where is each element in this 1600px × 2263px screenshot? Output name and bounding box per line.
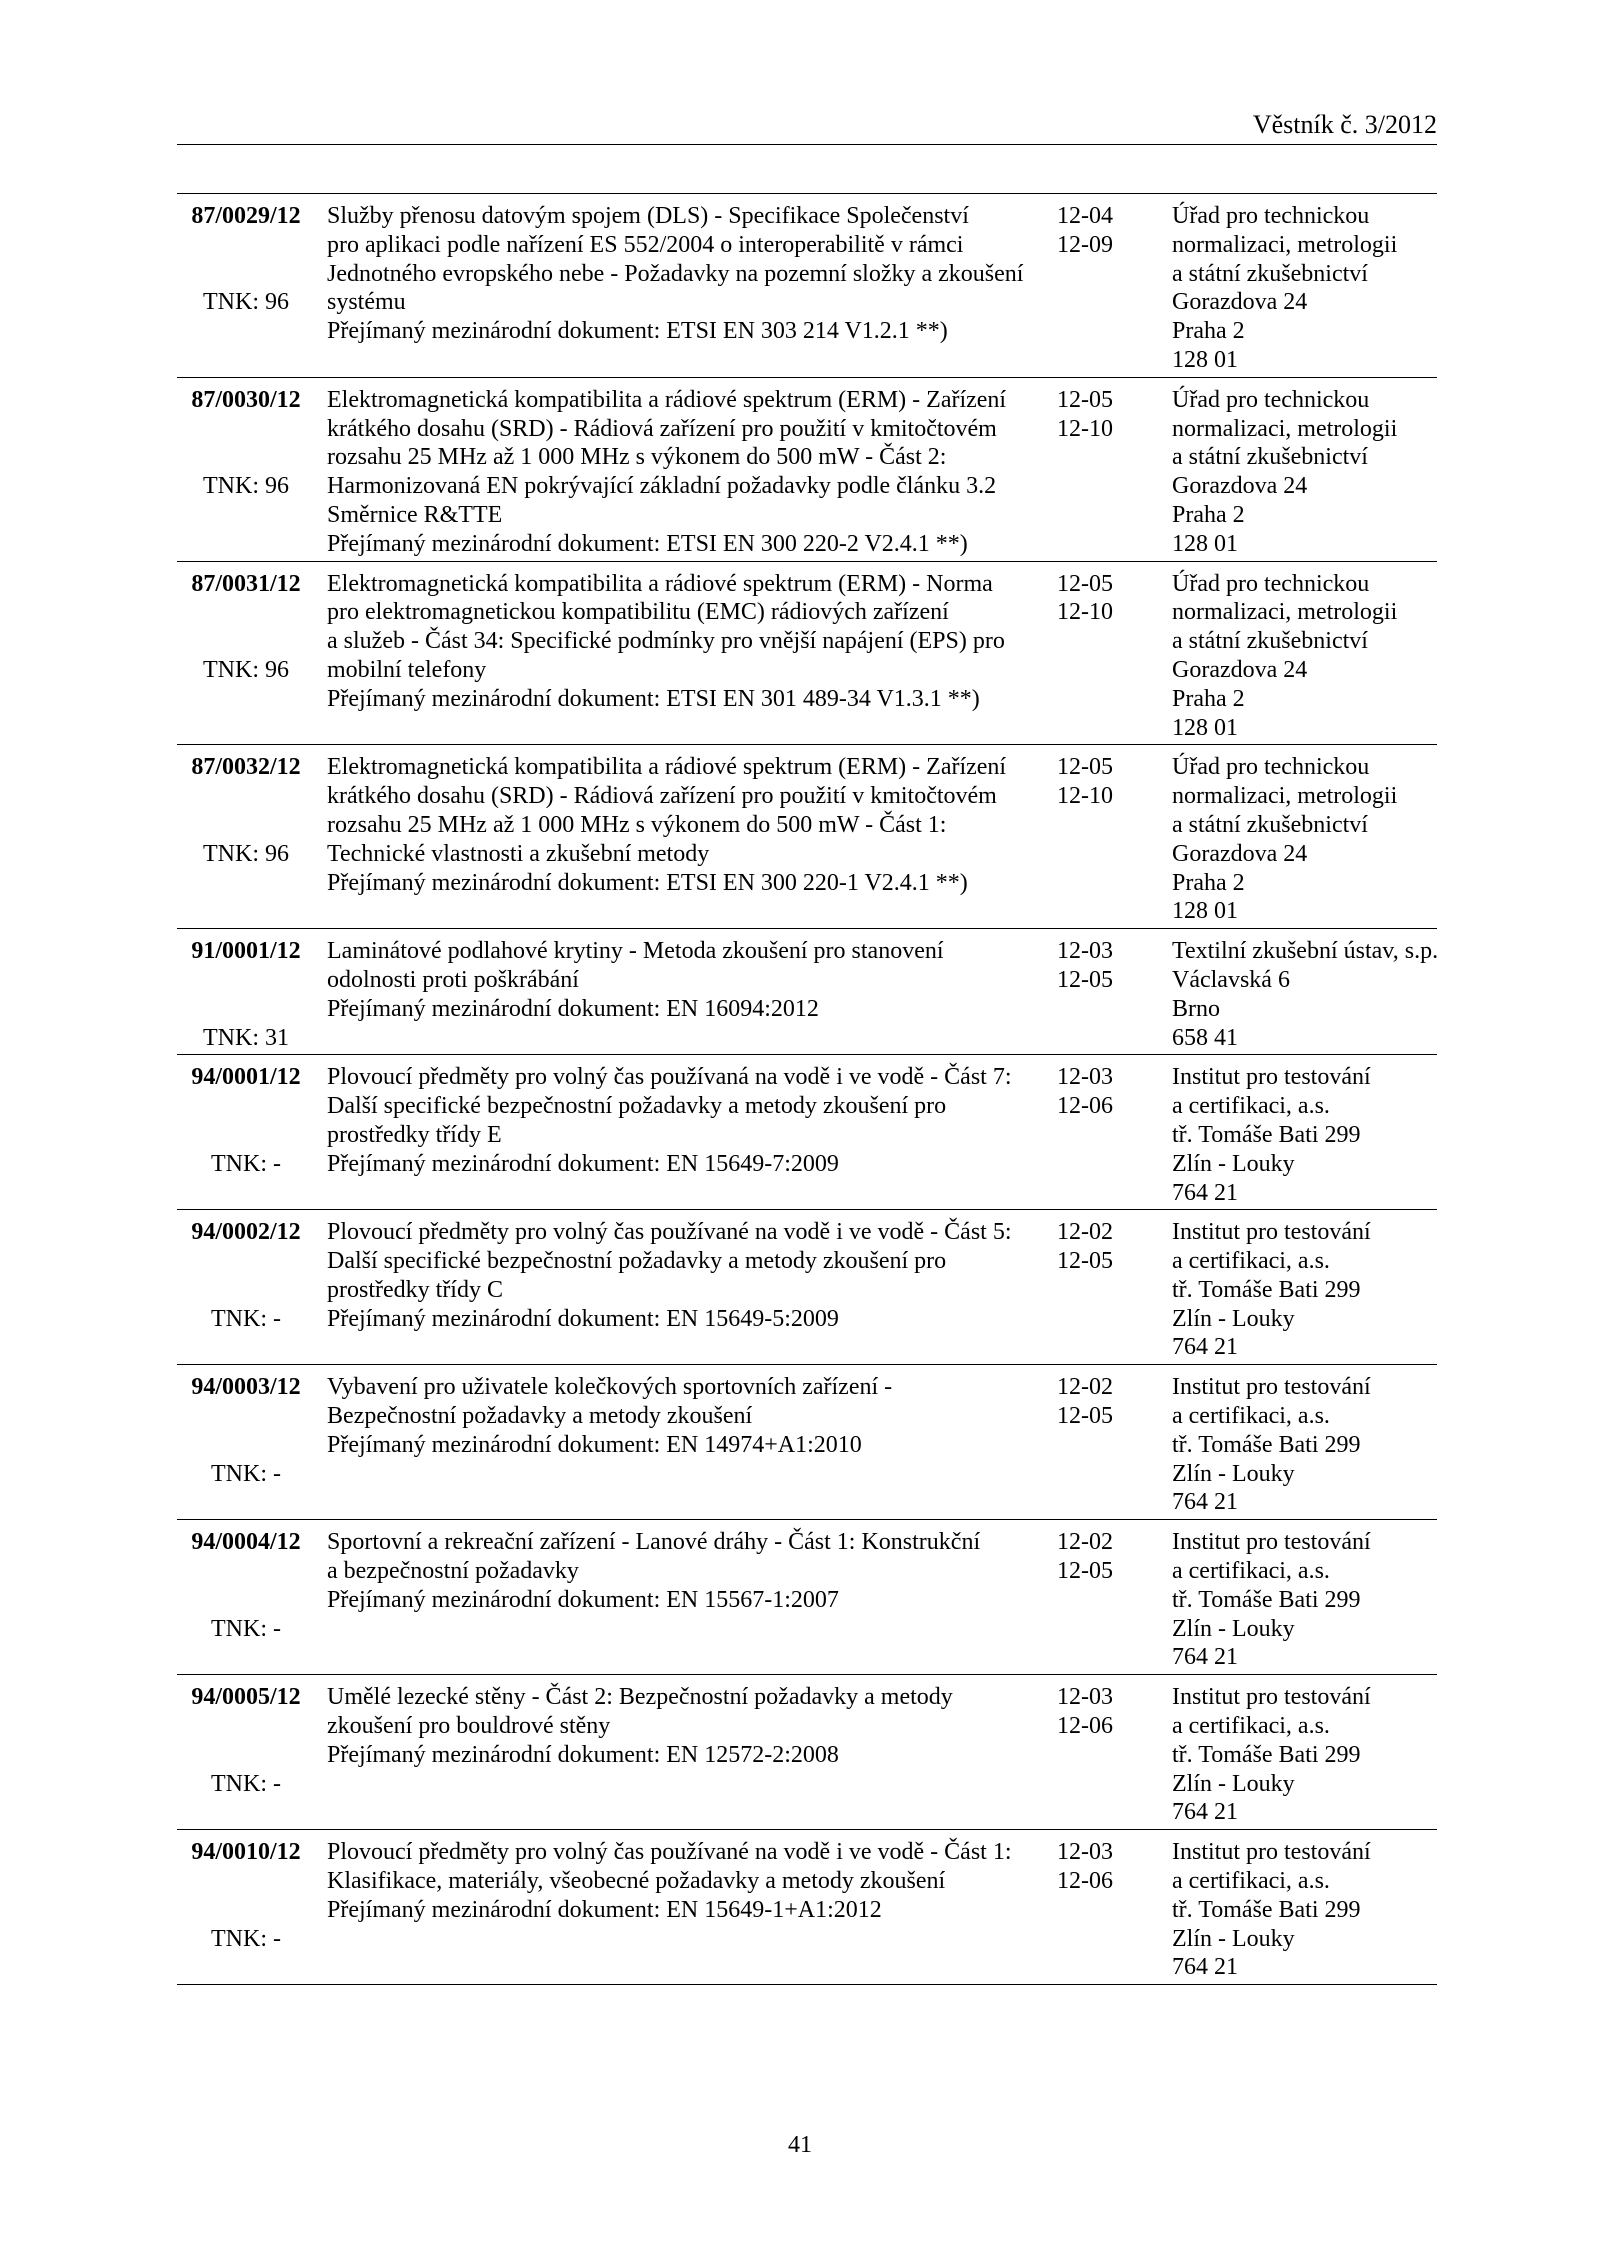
description-line: Přejímaný mezinárodní dokument: EN 15567-1:2007 <box>327 1586 839 1613</box>
entry-code: 87/0032/12 <box>191 754 301 781</box>
address-line: Úřad pro technickou <box>1172 754 1370 781</box>
entry-description <box>315 386 1057 559</box>
date-line: 12-09 <box>1057 231 1113 258</box>
entry-description <box>315 1683 1057 1769</box>
address-line: 764 21 <box>1172 1489 1238 1516</box>
date-line: 12-02 <box>1057 1219 1113 1246</box>
entry-address <box>1172 202 1437 375</box>
address-line: Institut pro testování <box>1172 1219 1371 1246</box>
entry-address <box>1172 1373 1437 1517</box>
address-line: Úřad pro technickou <box>1172 203 1370 229</box>
address-line: a certifikaci, a.s. <box>1172 1093 1330 1120</box>
address-line: Praha 2 <box>1172 318 1245 345</box>
description-line: Přejímaný mezinárodní dokument: EN 14974+A1:2010 <box>327 1431 862 1458</box>
entry-dates <box>1057 753 1172 811</box>
entry-tnk: TNK: 96 <box>203 840 289 867</box>
address-line: 764 21 <box>1172 1954 1238 1981</box>
entry-description <box>315 570 1057 714</box>
address-line: Gorazdova 24 <box>1172 289 1308 316</box>
address-line: normalizaci, metrologii <box>1172 231 1398 258</box>
address-line: a státní zkušebnictví <box>1172 260 1368 287</box>
address-line: 128 01 <box>1172 714 1238 741</box>
description-line: a služeb - Část 34: Specifické podmínky pro vnější napájení (EPS) pro <box>327 628 1005 655</box>
entry-row <box>177 377 1437 561</box>
entry-code: 87/0029/12 <box>191 203 301 229</box>
entry-tnk: TNK: - <box>211 1615 281 1642</box>
address-line: Úřad pro technickou <box>1172 570 1370 597</box>
description-line: Další specifické bezpečnostní požadavky a metody zkoušení pro <box>327 1248 947 1275</box>
entry-description <box>315 1218 1057 1333</box>
entry-address <box>1172 1838 1437 1982</box>
description-line: Elektromagnetická kompatibilita a rádiové spektrum (ERM) - Norma <box>327 570 993 597</box>
entry-dates <box>1057 1373 1172 1431</box>
description-line: Přejímaný mezinárodní dokument: EN 15649-5:2009 <box>327 1305 839 1332</box>
address-line: a certifikaci, a.s. <box>1172 1248 1330 1275</box>
description-line: Další specifické bezpečnostní požadavky a metody zkoušení pro <box>327 1093 947 1120</box>
entry-dates <box>1057 1218 1172 1276</box>
description-line: Sportovní a rekreační zařízení - Lanové dráhy - Část 1: Konstrukční <box>327 1529 981 1556</box>
date-line: 12-03 <box>1057 1064 1113 1091</box>
address-line: a certifikaci, a.s. <box>1172 1558 1330 1585</box>
entry-description <box>315 1528 1057 1614</box>
entry-tnk: TNK: 96 <box>203 656 289 683</box>
address-line: Úřad pro technickou <box>1172 386 1370 413</box>
description-line: rozsahu 25 MHz až 1 000 MHz s výkonem do 500 mW - Část 1: <box>327 811 947 838</box>
entry-row <box>177 1674 1437 1829</box>
address-line: 658 41 <box>1172 1024 1238 1051</box>
entry-dates <box>1057 1683 1172 1741</box>
date-line: 12-10 <box>1057 599 1113 626</box>
entry-dates <box>1057 202 1172 260</box>
address-line: Institut pro testování <box>1172 1064 1371 1091</box>
description-line: Vybavení pro uživatele kolečkových sportovních zařízení - <box>327 1374 893 1401</box>
entry-address <box>1172 1063 1437 1207</box>
description-line: zkoušení pro bouldrové stěny <box>327 1713 611 1740</box>
address-line: normalizaci, metrologii <box>1172 599 1398 626</box>
description-line: Přejímaný mezinárodní dokument: EN 15649-1+A1:2012 <box>327 1896 882 1923</box>
description-line: Přejímaný mezinárodní dokument: ETSI EN 300 220-1 V2.4.1 **) <box>327 869 968 896</box>
entry-code-cell <box>177 570 315 685</box>
entry-tnk: TNK: - <box>211 1770 281 1797</box>
entry-address <box>1172 753 1437 926</box>
entry-address <box>1172 386 1437 559</box>
entry-tnk: TNK: 31 <box>203 1024 289 1051</box>
address-line: Institut pro testování <box>1172 1374 1371 1401</box>
description-line: rozsahu 25 MHz až 1 000 MHz s výkonem do 500 mW - Část 2: <box>327 444 947 471</box>
address-line: Zlín - Louky <box>1172 1925 1295 1952</box>
address-line: 764 21 <box>1172 1179 1238 1206</box>
date-line: 12-03 <box>1057 1839 1113 1866</box>
entry-address <box>1172 1218 1437 1362</box>
entry-row <box>177 928 1437 1054</box>
entry-address <box>1172 1528 1437 1672</box>
address-line: Praha 2 <box>1172 869 1245 896</box>
date-line: 12-05 <box>1057 966 1113 993</box>
description-line: Klasifikace, materiály, všeobecné požadavky a metody zkoušení <box>327 1868 946 1895</box>
entry-code-cell <box>177 1528 315 1643</box>
address-line: Gorazdova 24 <box>1172 473 1308 500</box>
date-line: 12-05 <box>1057 1558 1113 1585</box>
description-line: mobilní telefony <box>327 656 487 683</box>
date-line: 12-05 <box>1057 570 1113 597</box>
entry-code: 94/0001/12 <box>191 1064 301 1091</box>
description-line: Harmonizovaná EN pokrývající základní požadavky podle článku 3.2 <box>327 473 997 500</box>
address-line: Gorazdova 24 <box>1172 656 1308 683</box>
entry-dates <box>1057 937 1172 995</box>
entry-row <box>177 1519 1437 1674</box>
address-line: Zlín - Louky <box>1172 1770 1295 1797</box>
entry-row <box>177 1364 1437 1519</box>
entry-dates <box>1057 1838 1172 1896</box>
entry-description <box>315 202 1057 346</box>
date-line: 12-03 <box>1057 1684 1113 1711</box>
entry-code-cell <box>177 202 315 317</box>
address-line: Zlín - Louky <box>1172 1615 1295 1642</box>
address-line: Václavská 6 <box>1172 966 1290 993</box>
description-line: Směrnice R&TTE <box>327 501 503 528</box>
page-header-title: Věstník č. 3/2012 <box>177 110 1437 145</box>
address-line: 764 21 <box>1172 1644 1238 1671</box>
entry-code: 87/0030/12 <box>191 386 301 413</box>
description-line: Přejímaný mezinárodní dokument: ETSI EN 300 220-2 V2.4.1 **) <box>327 530 968 557</box>
address-line: Textilní zkušební ústav, s.p. <box>1172 938 1439 965</box>
entry-code-cell <box>177 937 315 1052</box>
description-line: Přejímaný mezinárodní dokument: EN 16094:2012 <box>327 995 819 1022</box>
address-line: a certifikaci, a.s. <box>1172 1713 1330 1740</box>
entry-dates <box>1057 386 1172 444</box>
entry-code: 94/0010/12 <box>191 1839 301 1866</box>
entry-description <box>315 753 1057 897</box>
description-line: Laminátové podlahové krytiny - Metoda zkoušení pro stanovení <box>327 938 944 965</box>
description-line: Jednotného evropského nebe - Požadavky na pozemní složky a zkoušení <box>327 260 1024 287</box>
entry-description <box>315 1373 1057 1459</box>
description-line: a bezpečnostní požadavky <box>327 1558 579 1585</box>
entry-code: 94/0004/12 <box>191 1529 301 1556</box>
standards-table <box>177 193 1437 1985</box>
address-line: 764 21 <box>1172 1799 1238 1826</box>
description-line: odolnosti proti poškrábání <box>327 966 579 993</box>
entry-code-cell <box>177 1218 315 1333</box>
date-line: 12-10 <box>1057 783 1113 810</box>
description-line: Plovoucí předměty pro volný čas používané na vodě i ve vodě - Část 1: <box>327 1839 1012 1866</box>
description-line: Plovoucí předměty pro volný čas používané na vodě i ve vodě - Část 5: <box>327 1219 1012 1246</box>
description-line: Přejímaný mezinárodní dokument: EN 15649-7:2009 <box>327 1150 839 1177</box>
address-line: Brno <box>1172 995 1220 1022</box>
entry-tnk: TNK: - <box>211 1305 281 1332</box>
address-line: Institut pro testování <box>1172 1684 1371 1711</box>
address-line: 128 01 <box>1172 530 1238 557</box>
address-line: a certifikaci, a.s. <box>1172 1403 1330 1430</box>
entry-row <box>177 1829 1437 1984</box>
description-line: Elektromagnetická kompatibilita a rádiové spektrum (ERM) - Zařízení <box>327 386 1007 413</box>
entry-row <box>177 561 1437 745</box>
address-line: Praha 2 <box>1172 501 1245 528</box>
address-line: tř. Tomáše Bati 299 <box>1172 1586 1361 1613</box>
entry-code: 94/0005/12 <box>191 1684 301 1711</box>
entry-code-cell <box>177 1373 315 1488</box>
date-line: 12-02 <box>1057 1529 1113 1556</box>
entry-description <box>315 1838 1057 1924</box>
entry-tnk: TNK: - <box>211 1150 281 1177</box>
address-line: tř. Tomáše Bati 299 <box>1172 1741 1361 1768</box>
address-line: normalizaci, metrologii <box>1172 783 1398 810</box>
address-line: 764 21 <box>1172 1334 1238 1361</box>
address-line: Praha 2 <box>1172 685 1245 712</box>
description-line: Přejímaný mezinárodní dokument: ETSI EN 303 214 V1.2.1 **) <box>327 318 948 345</box>
date-line: 12-04 <box>1057 203 1113 229</box>
entry-code-cell <box>177 753 315 868</box>
date-line: 12-05 <box>1057 386 1113 413</box>
description-line: Bezpečnostní požadavky a metody zkoušení <box>327 1403 753 1430</box>
description-line: Technické vlastnosti a zkušební metody <box>327 840 710 867</box>
address-line: Zlín - Louky <box>1172 1150 1295 1177</box>
entry-code-cell <box>177 386 315 501</box>
address-line: a státní zkušebnictví <box>1172 444 1368 471</box>
entry-address <box>1172 570 1437 743</box>
date-line: 12-06 <box>1057 1713 1113 1740</box>
address-line: a státní zkušebnictví <box>1172 628 1368 655</box>
entry-dates <box>1057 570 1172 628</box>
description-line: pro elektromagnetickou kompatibilitu (EMC) rádiových zařízení <box>327 599 949 626</box>
address-line: tř. Tomáše Bati 299 <box>1172 1276 1361 1303</box>
entry-description <box>315 1063 1057 1178</box>
entry-code: 87/0031/12 <box>191 570 301 597</box>
description-line: Přejímaný mezinárodní dokument: ETSI EN 301 489-34 V1.3.1 **) <box>327 685 980 712</box>
address-line: 128 01 <box>1172 346 1238 373</box>
date-line: 12-02 <box>1057 1374 1113 1401</box>
entry-code: 94/0002/12 <box>191 1219 301 1246</box>
entry-row <box>177 744 1437 928</box>
entry-dates <box>1057 1063 1172 1121</box>
entry-code-cell <box>177 1063 315 1178</box>
date-line: 12-05 <box>1057 754 1113 781</box>
address-line: Zlín - Louky <box>1172 1305 1295 1332</box>
entry-tnk: TNK: - <box>211 1460 281 1487</box>
entry-address <box>1172 937 1437 1052</box>
date-line: 12-06 <box>1057 1093 1113 1120</box>
address-line: Zlín - Louky <box>1172 1460 1295 1487</box>
date-line: 12-05 <box>1057 1403 1113 1430</box>
description-line: systému <box>327 289 406 316</box>
date-line: 12-10 <box>1057 415 1113 442</box>
address-line: tř. Tomáše Bati 299 <box>1172 1121 1361 1148</box>
description-line: Přejímaný mezinárodní dokument: EN 12572-2:2008 <box>327 1741 839 1768</box>
entry-description <box>315 937 1057 1023</box>
description-line: Plovoucí předměty pro volný čas používaná na vodě i ve vodě - Část 7: <box>327 1064 1012 1091</box>
entry-tnk: TNK: 96 <box>203 289 289 316</box>
entry-dates <box>1057 1528 1172 1586</box>
description-line: Elektromagnetická kompatibilita a rádiové spektrum (ERM) - Zařízení <box>327 754 1007 781</box>
address-line: tř. Tomáše Bati 299 <box>1172 1431 1361 1458</box>
entry-address <box>1172 1683 1437 1827</box>
address-line: Gorazdova 24 <box>1172 840 1308 867</box>
description-line: Služby přenosu datovým spojem (DLS) - Specifikace Společenství <box>327 203 969 229</box>
date-line: 12-03 <box>1057 938 1113 965</box>
description-line: pro aplikaci podle nařízení ES 552/2004 o interoperabilitě v rámci <box>327 231 964 258</box>
description-line: prostředky třídy E <box>327 1121 502 1148</box>
address-line: a certifikaci, a.s. <box>1172 1868 1330 1895</box>
description-line: prostředky třídy C <box>327 1276 503 1303</box>
entry-tnk: TNK: - <box>211 1925 281 1952</box>
description-line: krátkého dosahu (SRD) - Rádiová zařízení pro použití v kmitočtovém <box>327 783 997 810</box>
address-line: Institut pro testování <box>1172 1839 1371 1866</box>
address-line: tř. Tomáše Bati 299 <box>1172 1896 1361 1923</box>
entry-code: 91/0001/12 <box>191 938 301 965</box>
page-number: 41 <box>788 2132 812 2158</box>
entry-code: 94/0003/12 <box>191 1374 301 1401</box>
entry-row <box>177 193 1437 377</box>
entry-tnk: TNK: 96 <box>203 473 289 500</box>
entry-row <box>177 1209 1437 1364</box>
address-line: a státní zkušebnictví <box>1172 811 1368 838</box>
date-line: 12-06 <box>1057 1868 1113 1895</box>
description-line: Umělé lezecké stěny - Část 2: Bezpečnostní požadavky a metody <box>327 1684 953 1711</box>
entry-code-cell <box>177 1838 315 1953</box>
entry-code-cell <box>177 1683 315 1798</box>
description-line: krátkého dosahu (SRD) - Rádiová zařízení pro použití v kmitočtovém <box>327 415 997 442</box>
entry-row <box>177 1054 1437 1209</box>
address-line: 128 01 <box>1172 898 1238 925</box>
address-line: Institut pro testování <box>1172 1529 1371 1556</box>
address-line: normalizaci, metrologii <box>1172 415 1398 442</box>
date-line: 12-05 <box>1057 1248 1113 1275</box>
